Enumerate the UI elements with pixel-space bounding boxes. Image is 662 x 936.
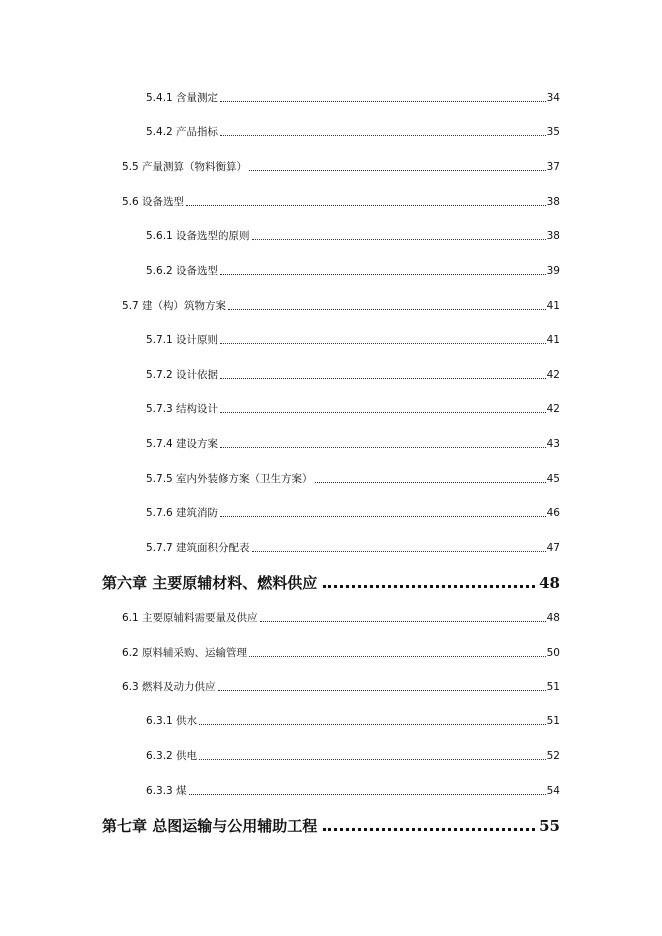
toc-entry[interactable] <box>146 399 560 415</box>
toc-page-number: 48 <box>539 574 560 592</box>
toc-page-number: 54 <box>546 785 560 797</box>
toc-entry[interactable] <box>146 330 560 346</box>
toc-page-number: 50 <box>546 647 560 659</box>
toc-page-number: 51 <box>546 681 560 693</box>
toc-dot-leader <box>186 205 546 206</box>
toc-entry-label: 5.7.1 设计原则 <box>146 334 219 346</box>
toc-page-number: 45 <box>546 473 560 485</box>
toc-dot-leader <box>218 690 546 691</box>
toc-entry-label: 5.6.1 设备选型的原则 <box>146 230 250 242</box>
toc-entry[interactable] <box>122 608 560 624</box>
toc-dot-leader <box>220 135 546 136</box>
toc-entry[interactable] <box>146 503 560 519</box>
toc-entry-label: 5.6 设备选型 <box>122 196 185 208</box>
toc-entry[interactable] <box>146 261 560 277</box>
toc-entry-label: 5.7.2 设计依据 <box>146 369 219 381</box>
toc-dot-leader <box>252 551 546 552</box>
toc-page-number: 34 <box>546 92 560 104</box>
toc-entry-label: 5.7.3 结构设计 <box>146 403 219 415</box>
toc-entry[interactable] <box>146 711 560 727</box>
toc-page-number: 55 <box>539 817 560 835</box>
toc-page-number: 47 <box>546 542 560 554</box>
toc-entry-label: 5.7.5 室内外装修方案（卫生方案） <box>146 473 313 485</box>
toc-page-number: 38 <box>546 230 560 242</box>
toc-page-number: 52 <box>546 750 560 762</box>
toc-dot-leader <box>228 309 546 310</box>
toc-dot-leader <box>260 621 546 622</box>
toc-entry[interactable] <box>146 434 560 450</box>
toc-page-number: 39 <box>546 265 560 277</box>
toc-entry-label: 5.4.2 产品指标 <box>146 126 219 138</box>
toc-entry[interactable] <box>146 538 560 554</box>
toc-chapter-entry[interactable] <box>102 813 560 835</box>
toc-entry-label: 5.4.1 含量测定 <box>146 92 219 104</box>
toc-dot-leader <box>252 239 546 240</box>
toc-entry[interactable] <box>146 122 560 138</box>
toc-entry-label: 5.5 产量测算（物料衡算） <box>122 161 248 173</box>
toc-entry-label: 5.6.2 设备选型 <box>146 265 219 277</box>
toc-dot-leader <box>249 656 546 657</box>
toc-entry-label: 6.2 原料辅采购、运输管理 <box>122 647 248 659</box>
toc-dot-leader <box>220 101 546 102</box>
toc-entry-label: 5.7 建（构）筑物方案 <box>122 300 227 312</box>
toc-entry-label: 5.7.4 建设方案 <box>146 438 219 450</box>
toc-page-number: 37 <box>546 161 560 173</box>
toc-page-number: 51 <box>546 715 560 727</box>
toc-page-number: 41 <box>546 300 560 312</box>
toc-entry[interactable] <box>146 746 560 762</box>
toc-dot-leader <box>220 274 546 275</box>
toc-entry[interactable] <box>122 643 560 659</box>
toc-entry[interactable] <box>146 781 560 797</box>
toc-entry-label: 6.3.1 供水 <box>146 715 198 727</box>
toc-chapter-entry[interactable] <box>102 570 560 592</box>
toc-chapter-label: 第七章 总图运输与公用辅助工程 <box>102 817 318 835</box>
toc-dot-leader <box>199 759 546 760</box>
toc-dot-leader <box>220 516 546 517</box>
toc-dot-leader <box>323 585 535 588</box>
toc-page-number: 48 <box>546 612 560 624</box>
toc-entry[interactable] <box>146 226 560 242</box>
toc-dot-leader <box>220 412 546 413</box>
toc-entry[interactable] <box>122 296 560 312</box>
toc-page-number: 42 <box>546 403 560 415</box>
toc-dot-leader <box>199 724 546 725</box>
toc-entry[interactable] <box>122 157 560 173</box>
toc-dot-leader <box>323 828 535 831</box>
toc-dot-leader <box>220 343 546 344</box>
toc-chapter-label: 第六章 主要原辅材料、燃料供应 <box>102 574 318 592</box>
toc-entry-label: 6.3 燃料及动力供应 <box>122 681 216 693</box>
toc-dot-leader <box>249 170 546 171</box>
toc-entry-label: 5.7.6 建筑消防 <box>146 507 219 519</box>
toc-dot-leader <box>189 794 546 795</box>
toc-entry[interactable] <box>122 192 560 208</box>
toc-dot-leader <box>315 482 546 483</box>
toc-page-number: 41 <box>546 334 560 346</box>
toc-entry[interactable] <box>122 677 560 693</box>
toc-entry-label: 5.7.7 建筑面积分配表 <box>146 542 250 554</box>
toc-page-number: 38 <box>546 196 560 208</box>
toc-dot-leader <box>220 378 546 379</box>
toc-page-number: 35 <box>546 126 560 138</box>
toc-page-number: 46 <box>546 507 560 519</box>
toc-dot-leader <box>220 447 546 448</box>
toc-page-number: 43 <box>546 438 560 450</box>
toc-entry-label: 6.3.3 煤 <box>146 785 187 797</box>
toc-entry-label: 6.1 主要原辅料需要量及供应 <box>122 612 258 624</box>
toc-entry-label: 6.3.2 供电 <box>146 750 198 762</box>
toc-entry[interactable] <box>146 365 560 381</box>
toc-entry[interactable] <box>146 88 560 104</box>
toc-page-number: 42 <box>546 369 560 381</box>
toc-entry[interactable] <box>146 469 560 485</box>
